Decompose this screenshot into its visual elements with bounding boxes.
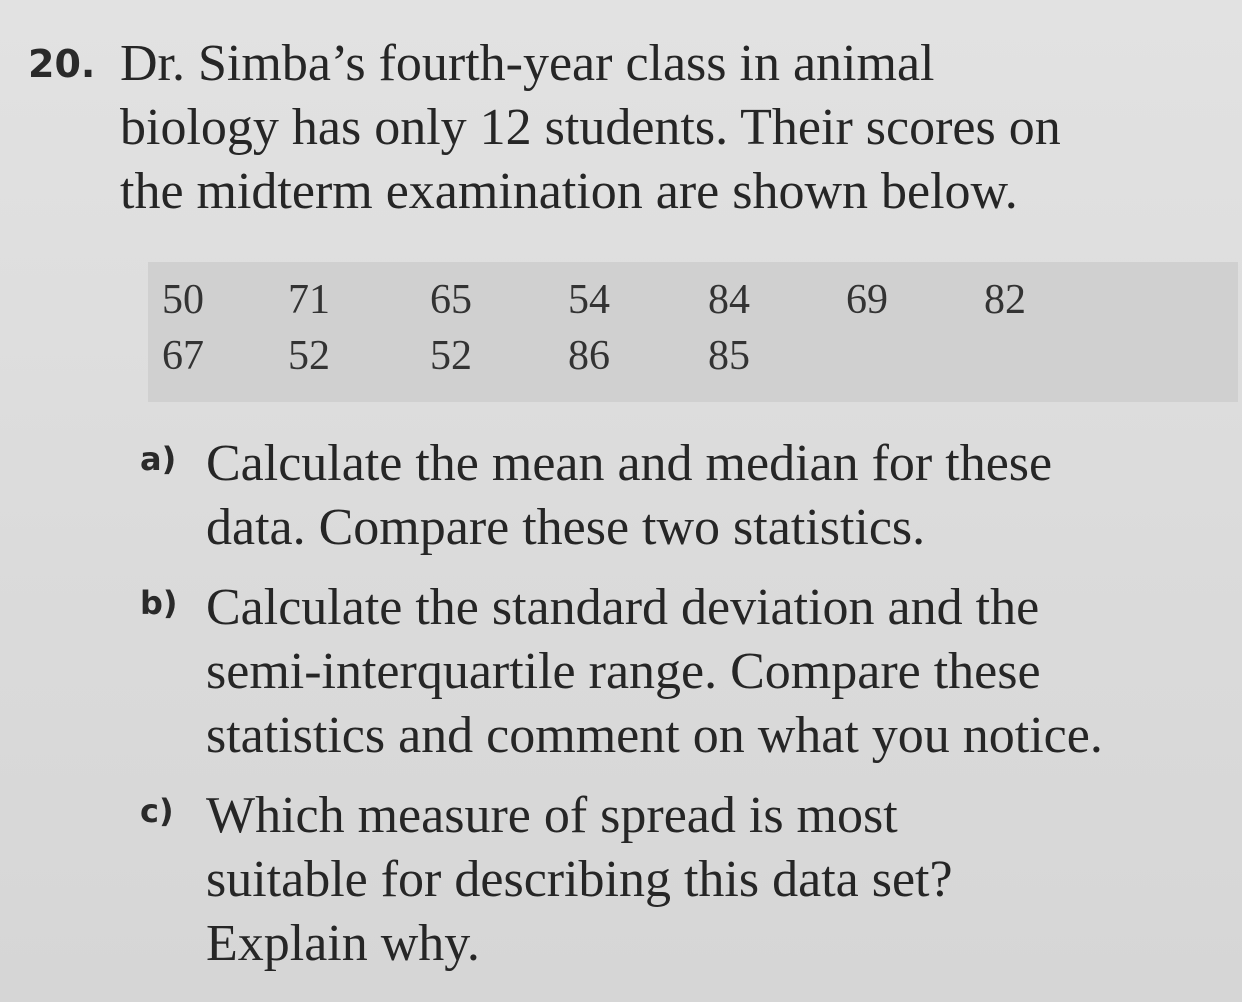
score-cell: 86 <box>568 333 610 379</box>
part-text <box>206 576 1216 768</box>
score-cell: 84 <box>708 277 750 323</box>
question-number: 20. <box>28 42 96 86</box>
question-stem <box>120 32 1220 224</box>
score-cell: 71 <box>288 277 330 323</box>
score-cell: 82 <box>984 277 1026 323</box>
score-cell: 54 <box>568 277 610 323</box>
scores-table <box>148 262 1238 402</box>
score-cell: 50 <box>162 277 204 323</box>
score-cell: 69 <box>846 277 888 323</box>
part-line: Calculate the standard deviation and the <box>206 579 1040 636</box>
score-cell: 52 <box>430 333 472 379</box>
part-line: Which measure of spread is most <box>206 787 898 844</box>
part-line: Calculate the mean and median for these <box>206 435 1053 492</box>
stem-line: biology has only 12 students. Their scores on <box>120 99 1061 156</box>
score-cell: 52 <box>288 333 330 379</box>
part-line: Explain why. <box>206 915 480 972</box>
part-label: a) <box>140 440 177 478</box>
stem-line: Dr. Simba’s fourth-year class in animal <box>120 35 935 92</box>
score-cell: 65 <box>430 277 472 323</box>
part-label: b) <box>140 584 178 622</box>
part-line: data. Compare these two statistics. <box>206 499 926 556</box>
part-line: statistics and comment on what you notice. <box>206 707 1103 764</box>
part-line: semi-interquartile range. Compare these <box>206 643 1041 700</box>
score-cell: 67 <box>162 333 204 379</box>
part-text <box>206 784 1216 976</box>
part-label: c) <box>140 792 174 830</box>
score-cell: 85 <box>708 333 750 379</box>
part-text <box>206 432 1216 560</box>
stem-line: the midterm examination are shown below. <box>120 163 1018 220</box>
part-line: suitable for describing this data set? <box>206 851 953 908</box>
